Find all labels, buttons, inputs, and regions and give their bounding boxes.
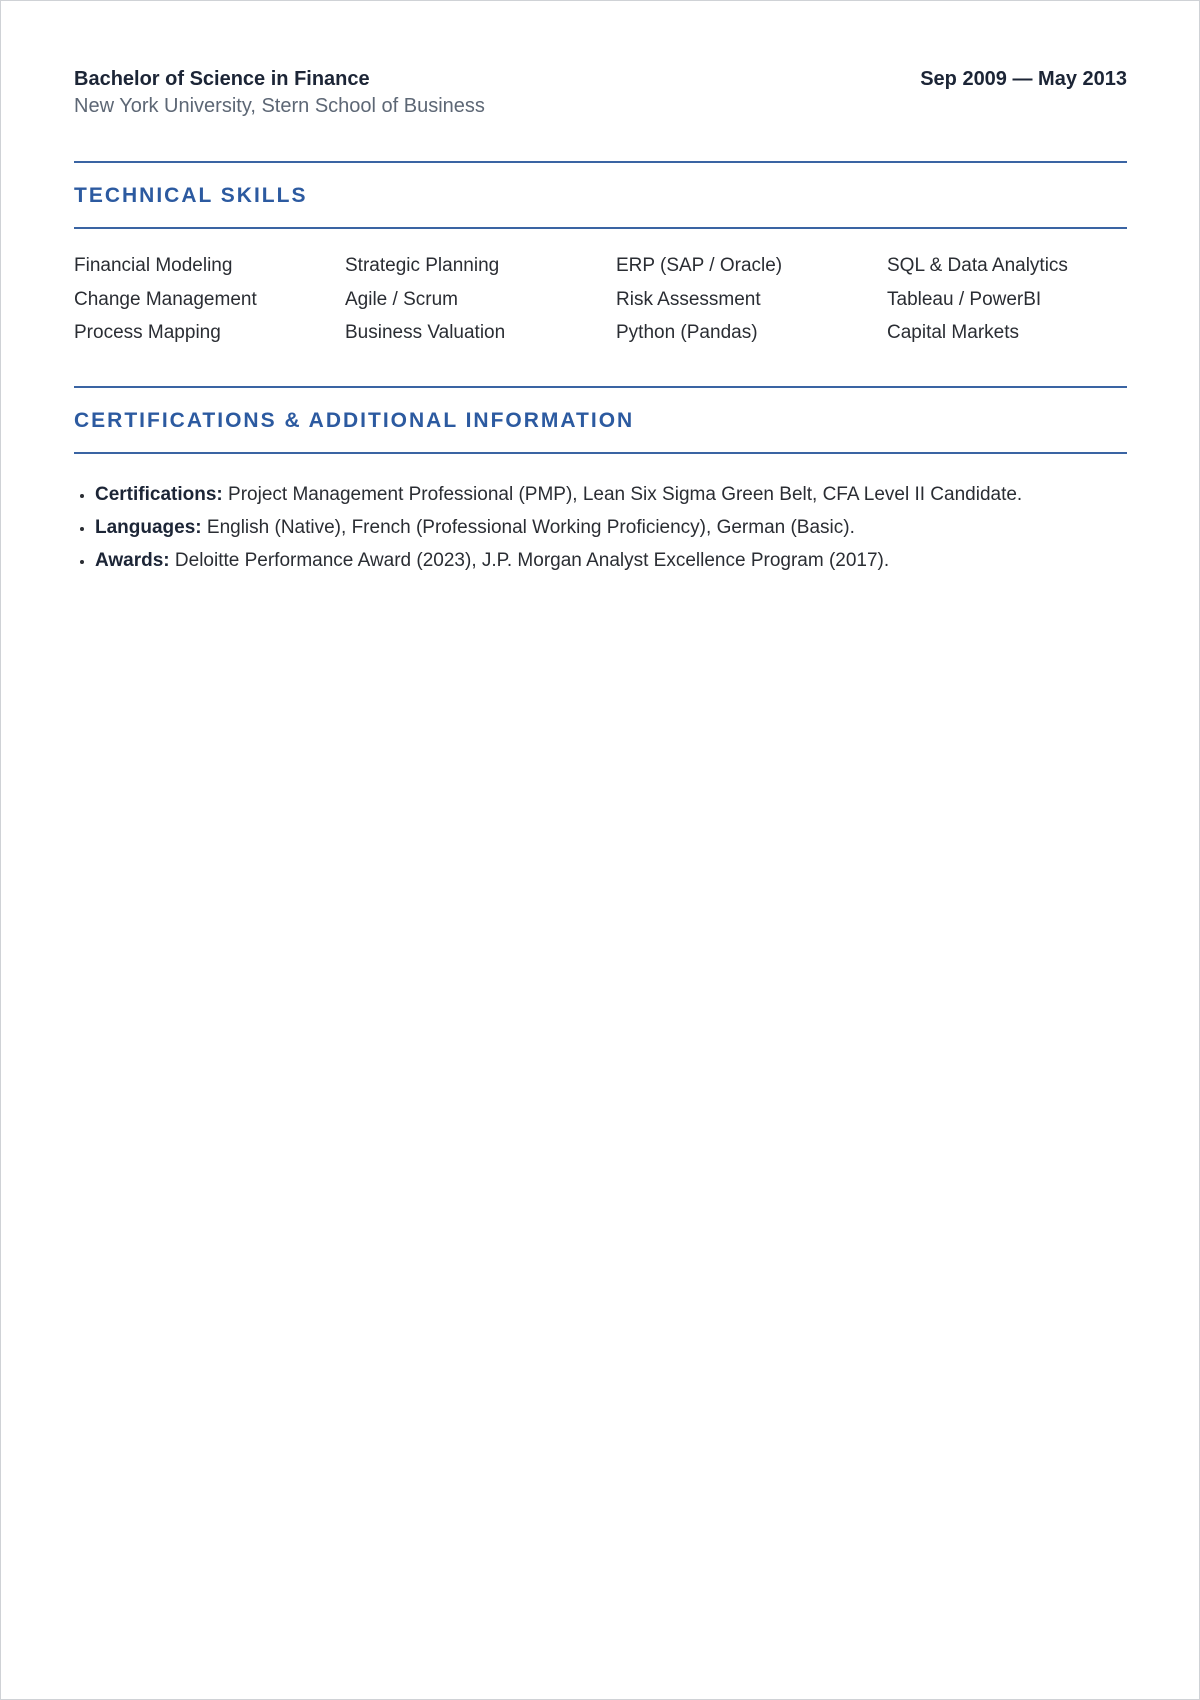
list-item — [95, 544, 1127, 577]
skill-item: Strategic Planning — [345, 255, 500, 276]
additional-info-list — [74, 454, 1127, 578]
education-dates: Sep 2009 — May 2013 — [920, 68, 1127, 90]
skill-item: Change Management — [74, 288, 257, 310]
languages-text: English (Native), French (Professional Working Proficiency), German (Basic). — [201, 516, 855, 538]
education-entry — [74, 63, 1127, 117]
skill-item: SQL & Data Analytics — [887, 255, 1068, 276]
skill-item: Process Mapping — [74, 322, 221, 343]
resume-content — [74, 63, 1127, 577]
degree-title: Bachelor of Science in Finance — [74, 68, 370, 90]
list-item — [95, 478, 1127, 511]
skill-item: Capital Markets — [887, 322, 1019, 343]
skill-item: Financial Modeling — [74, 255, 233, 276]
additional-info-heading: CERTIFICATIONS & ADDITIONAL INFORMATION — [74, 408, 635, 432]
technical-skills-heading: TECHNICAL SKILLS — [74, 184, 308, 207]
awards-label: Awards: — [95, 550, 170, 572]
skill-item: ERP (SAP / Oracle) — [616, 255, 783, 276]
skill-item: Python (Pandas) — [616, 322, 758, 343]
awards-text: Deloitte Performance Award (2023), J.P. Morgan Analyst Excellence Program (2017). — [169, 550, 890, 572]
certifications-text: Project Management Professional (PMP), Lean Six Sigma Green Belt, CFA Level II Candidate. — [222, 483, 1023, 505]
list-item — [95, 511, 1127, 544]
skill-item: Tableau / PowerBI — [887, 288, 1042, 310]
skills-grid — [74, 229, 1127, 386]
additional-info-section — [74, 386, 1127, 578]
certifications-label: Certifications: — [95, 483, 223, 505]
skill-item: Risk Assessment — [616, 288, 761, 310]
technical-skills-section — [74, 161, 1127, 386]
languages-label: Languages: — [95, 516, 202, 538]
skill-item: Agile / Scrum — [345, 288, 458, 310]
skill-item: Business Valuation — [345, 322, 506, 343]
education-details — [74, 63, 485, 117]
school-name: New York University, Stern School of Business — [74, 95, 485, 117]
